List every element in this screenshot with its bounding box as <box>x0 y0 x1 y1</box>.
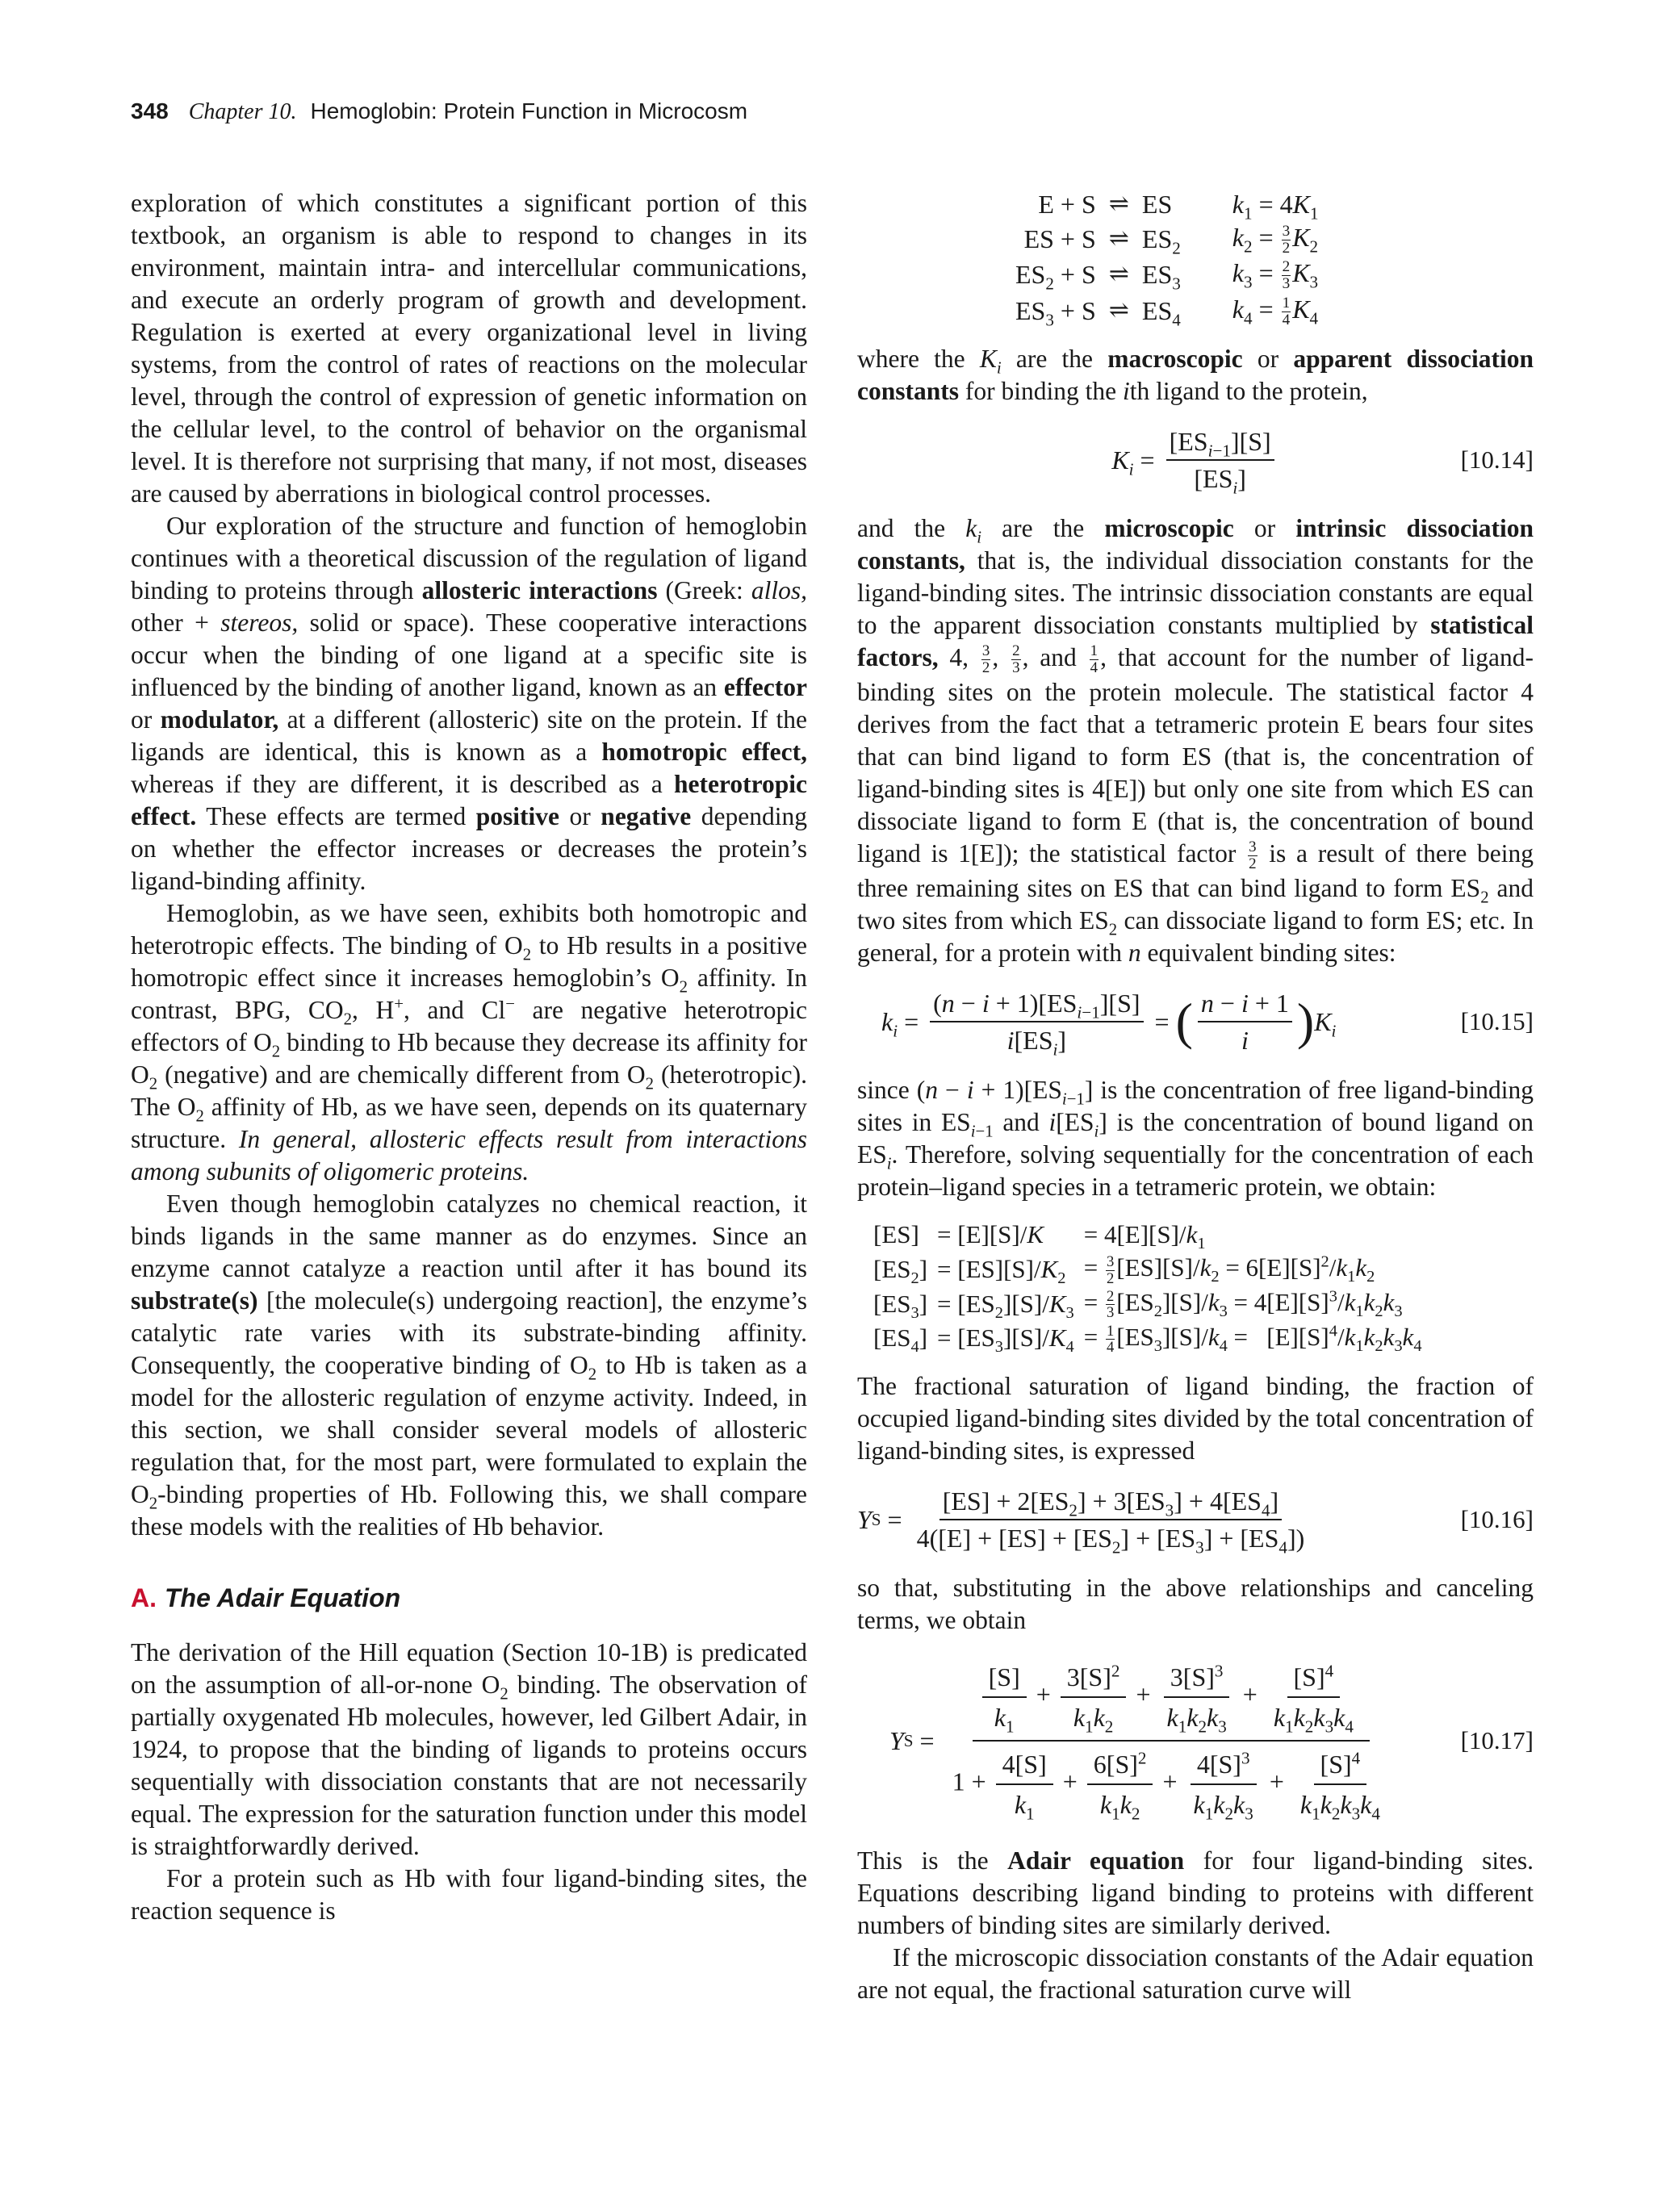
paragraph-adair-equation: This is the Adair equation for four ligand-binding sites. Equations describing ligand binding to proteins with different numbers of binding sites are similarly derived. <box>857 1846 1534 1939</box>
equation-10-16: Y S = $\frac{[ES] + 2[ES_2] + 3[ES_3] + 4[ES_4]}{4([E] + [ES] + [ES_2] + [ES_3] + [ES_4])}$ [10.16] <box>857 1486 1534 1558</box>
section-letter: A. <box>131 1583 157 1612</box>
paragraph-enzymes: Even though hemoglobin catalyzes no chemical reaction, it binds ligands in the same manner as do enzymes. Since an enzyme cannot catalyze a reaction until after it has bound its substrate(s) [the molecule(s) undergoing reaction], the enzyme’s catalytic rate varies with its substrate-binding affinity. Consequently, the cooperative binding of $O_2$ to Hb is taken as a model for the allosteric regulation of enzyme activity. Indeed, in this section, we shall consider several models of allosteric regulation that, for the most part, were formulated to explain the $O_2$-binding properties of Hb. Following this, we shall compare these models with the realities of Hb behavior. <box>131 1190 807 1541</box>
equation-10-15: $k_i$ = $\frac{(n - i + 1)[ES_{i-1}][S]}{i[ES_i]}$ = ( $\frac{n - i + 1}{i}$ ) $K_i$ [10.15] <box>881 989 1534 1060</box>
paragraph-fractional: The fractional saturation of ligand binding, the fraction of occupied ligand-binding sites divided by the total concentration of ligand-binding sites, is expressed <box>857 1371 1534 1465</box>
equation-number: [10.15] <box>1460 1007 1534 1036</box>
reaction-sequence: E + S ⇌ ES $k_1 = 4K_1$ ES + S ⇌ $ES_2$ $k_2$ = $\frac{3}{2}$ $K_2$ $ES_2 + S$ ⇌ $ES_3$ $k_3$ = $\frac{2}{3}$ $K_3$ $ES_3 + S$ ⇌ $ES_4$ $k_4$ = $\frac{1}{4}$ $K_4$ <box>1015 190 1319 330</box>
paragraph-allosteric: Our exploration of the structure and function of hemoglobin continues with a theoretical discussion of the regulation of ligand binding to proteins through allosteric interactions (Greek: allos, other + stereos, solid or space). These cooperative interactions occur when the binding of one ligand at a specific site is influenced by the binding of another ligand, known as an effector or modulator, at a different (allosteric) site on the protein. If the ligands are identical, this is known as a homotropic effect, whereas if they are different, it is described as a heterotropic effect. These effects are termed positive or negative depending on whether the effector increases or decreases the protein’s ligand-binding affinity. <box>131 512 808 895</box>
section-heading <box>131 1582 807 1614</box>
page-header <box>131 98 747 125</box>
left-column <box>131 187 807 1927</box>
equation-number: [10.14] <box>1460 445 1534 474</box>
chapter-title: Hemoglobin: Protein Function in Microcosm <box>310 98 748 123</box>
paragraph-microscopic: and the $k_i$ are the microscopic or intrinsic dissociation constants, that is, the individual dissociation constants for the ligand-binding sites. The intrinsic dissociation constants are equal to the apparent dissociation constants multiplied by statistical factors, 4, $\frac{3}{2}$ , $\frac{2}{3}$ , and $\frac{1}{4}$ , that account for the number of ligand-binding sites on the protein molecule. The statistical factor 4 derives from the fact that a tetrameric protein E bears four sites that can bind ligand to form ES (that is, the concentration of ligand-binding sites is 4[E]) but only one site from which ES can dissociate ligand to form E (that is, the concentration of bound ligand is 1[E]); the statistical factor $\frac{3}{2}$ is a result of there being three remaining sites on ES that can bind ligand to form $ES_2$ and two sites from which $ES_2$ can dissociate ligand to form ES; etc. In general, for a protein with n equivalent binding sites: <box>857 513 1534 968</box>
equation-number: [10.17] <box>1460 1725 1534 1754</box>
section-title: The Adair Equation <box>165 1583 401 1612</box>
paragraph-intro: exploration of which constitutes a significant portion of this textbook, an organism is able to respond to changes in its environment, maintain intra- and intercellular communications, and execute an orderly program of growth and development. Regulation is exerted at every organizational level in living systems, from the control of rates of reactions on the molecular level, through the control of expression of genetic information on the cellular level, to the control of behavior on the organismal level. It is therefore not surprising that many, if not most, diseases are caused by aberrations in biological control processes. <box>131 189 807 508</box>
equation-number: [10.16] <box>1460 1504 1534 1533</box>
page-number: 348 <box>131 98 169 123</box>
concentration-equations: [ES] = [E][S]/K = $4[E][S]/k_1$ $[ES_2]$ = $[ES][S]/K_2$ = $\frac{3}{2}$ $[ES][S]/k_2 = 6[E][S]^2/k_1k_2$ $[ES_3]$ = $[ES_2][S]/K_3$ = $\frac{2}{3}$ $[ES_2][S]/k_3 = 4[E][S]^3/k_1k_2k_3$ $[ES_4]$ = $[ES_3][S]/K_4$ = $\frac{1}{4}$ $[ES_3][S]/k_4 = [E][S]^4/k_1k_2k_3k_4$ <box>873 1220 1422 1357</box>
paragraph-substituting: so that, substituting in the above relationships and canceling terms, we obtain <box>857 1573 1534 1634</box>
paragraph-since: since $(n - i + 1)[ES_{i-1}]$ is the concentration of free ligand-binding sites in $ES_{i-1}$ and $i[ES_i]$ is the concentration of bound ligand on $ES_i$. Therefore, solving sequentially for the concentration of each protein–ligand species in a tetrameric protein, we obtain: <box>857 1076 1534 1202</box>
paragraph-reaction-sequence: For a protein such as Hb with four ligand-binding sites, the reaction sequence is <box>131 1864 807 1925</box>
right-column <box>857 187 1534 2006</box>
paragraph-microscopic-unequal: If the microscopic dissociation constants of the Adair equation are not equal, the fractional saturation curve will <box>857 1942 1534 2004</box>
equation-10-14: $K_i$ = $\frac{[ES_{i-1}][S]}{[ES_i]}$ [10.14] <box>1111 426 1534 498</box>
paragraph-adair-intro: The derivation of the Hill equation (Section 10-1B) is predicated on the assumption of all-or-none $O_2$ binding. The observation of partially oxygenated Hb molecules, however, led Gilbert Adair, in 1924, to propose that the binding of ligands to proteins occurs sequentially with dissociation constants that are not necessarily equal. The expression for the saturation function under this model is straightforwardly derived. <box>131 1638 807 1860</box>
paragraph-hemoglobin-effects: Hemoglobin, as we have seen, exhibits both homotropic and heterotropic effects. The binding of $O_2$ to Hb results in a positive homotropic effect since it increases hemoglobin’s $O_2$ affinity. In contrast, BPG, $CO_2$, H+, and Cl− are negative heterotropic effectors of $O_2$ binding to Hb because they decrease its affinity for $O_2$ (negative) and are chemically different from $O_2$ (heterotropic). The $O_2$ affinity of Hb, as we have seen, depends on its quaternary structure. In general, allosteric effects result from interactions among subunits of oligomeric proteins. <box>131 899 808 1185</box>
chapter-label: Chapter 10. <box>188 99 297 124</box>
paragraph-macroscopic: where the $K_i$ are the macroscopic or apparent dissociation constants for binding the ith ligand to the protein, <box>857 344 1534 405</box>
equation-10-17: Y S = $\frac{[S]}{k_1}$ + $\frac{3[S]^2}{k_1k_2}$ + $\frac{3[S]^3}{k_1k_2k_3}$ + $\frac{[S]^4}{k_1k_2k_3k_4}$ 1 + $\frac{4[S]}{k_1}$ + $\frac{6[S]^2}{k_1k_2}$ + $\frac{4[S]^3}{k_1k_2k_3}$ + $\frac{[S]^4}{k_1k_2k_3k_4}$ [10.17] <box>857 1654 1534 1827</box>
